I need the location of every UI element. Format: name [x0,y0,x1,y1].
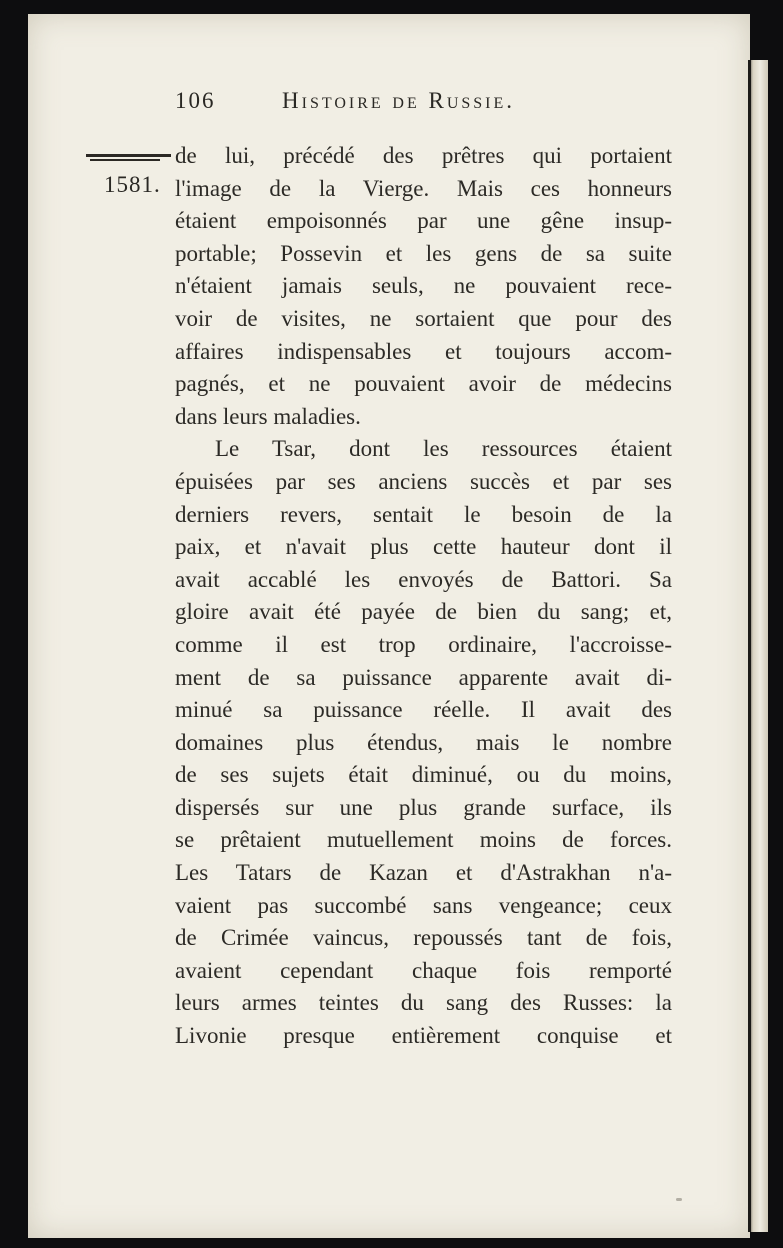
margin-year: 1581. [104,172,161,197]
text-line: dispersés sur une plus grande surface, ils [175,794,672,820]
text-line: l'image de la Vierge. Mais ces honneurs [175,175,672,201]
text-line: avait accablé les envoyés de Battori. Sa [175,566,672,592]
text-line: n'étaient jamais seuls, ne pouvaient rece- [175,273,672,299]
text-line: Le Tsar, dont les ressources étaient [215,436,672,462]
text-line: minué sa puissance réelle. Il avait des [175,697,672,723]
page-edge [748,60,768,1232]
page-edge-shadow [748,60,751,1232]
text-line: avaient cependant chaque fois remporté [175,957,672,983]
text-line: gloire avait été payée de bien du sang; et, [175,599,672,625]
margin-rule-thin [90,159,160,161]
text-line: voir de visites, ne sortaient que pour des [175,305,672,331]
text-line: dans leurs maladies. [175,403,361,429]
running-title: Histoire de Russie. [282,88,516,113]
text-line: de Crimée vaincus, repoussés tant de fois, [175,925,672,951]
text-line: vaient pas succombé sans vengeance; ceux [175,892,672,918]
text-line: pagnés, et ne pouvaient avoir de médecins [175,371,672,397]
text-line: se prêtaient mutuellement moins de forces. [175,827,672,853]
text-line: ment de sa puissance apparente avait di- [175,664,672,690]
text-line: portable; Possevin et les gens de sa suite [175,240,672,266]
text-line: de ses sujets était diminué, ou du moins, [175,762,672,788]
text-line: Les Tatars de Kazan et d'Astrakhan n'a- [175,860,672,886]
text-line: derniers revers, sentait le besoin de la [175,501,672,527]
text-line: étaient empoisonnés par une gêne insup- [175,208,672,234]
text-line: affaires indispensables et toujours accom- [175,338,672,364]
text-line: épuisées par ses anciens succès et par ses [175,468,672,494]
body-text [175,140,672,1053]
text-line: paix, et n'avait plus cette hauteur dont il [175,534,672,560]
text-line: domaines plus étendus, mais le nombre [175,729,672,755]
margin-rule [86,154,171,162]
text-line: leurs armes teintes du sang des Russes: la [175,990,672,1016]
margin-rule-thick [86,154,171,157]
page-number: 106 [175,88,216,113]
running-header [175,88,675,122]
ink-smudge [676,1198,682,1201]
text-line: de lui, précédé des prêtres qui portaient [175,143,672,168]
text-line: comme il est trop ordinaire, l'accroisse- [175,631,672,657]
text-line: Livonie presque entièrement conquise et [175,1023,672,1049]
